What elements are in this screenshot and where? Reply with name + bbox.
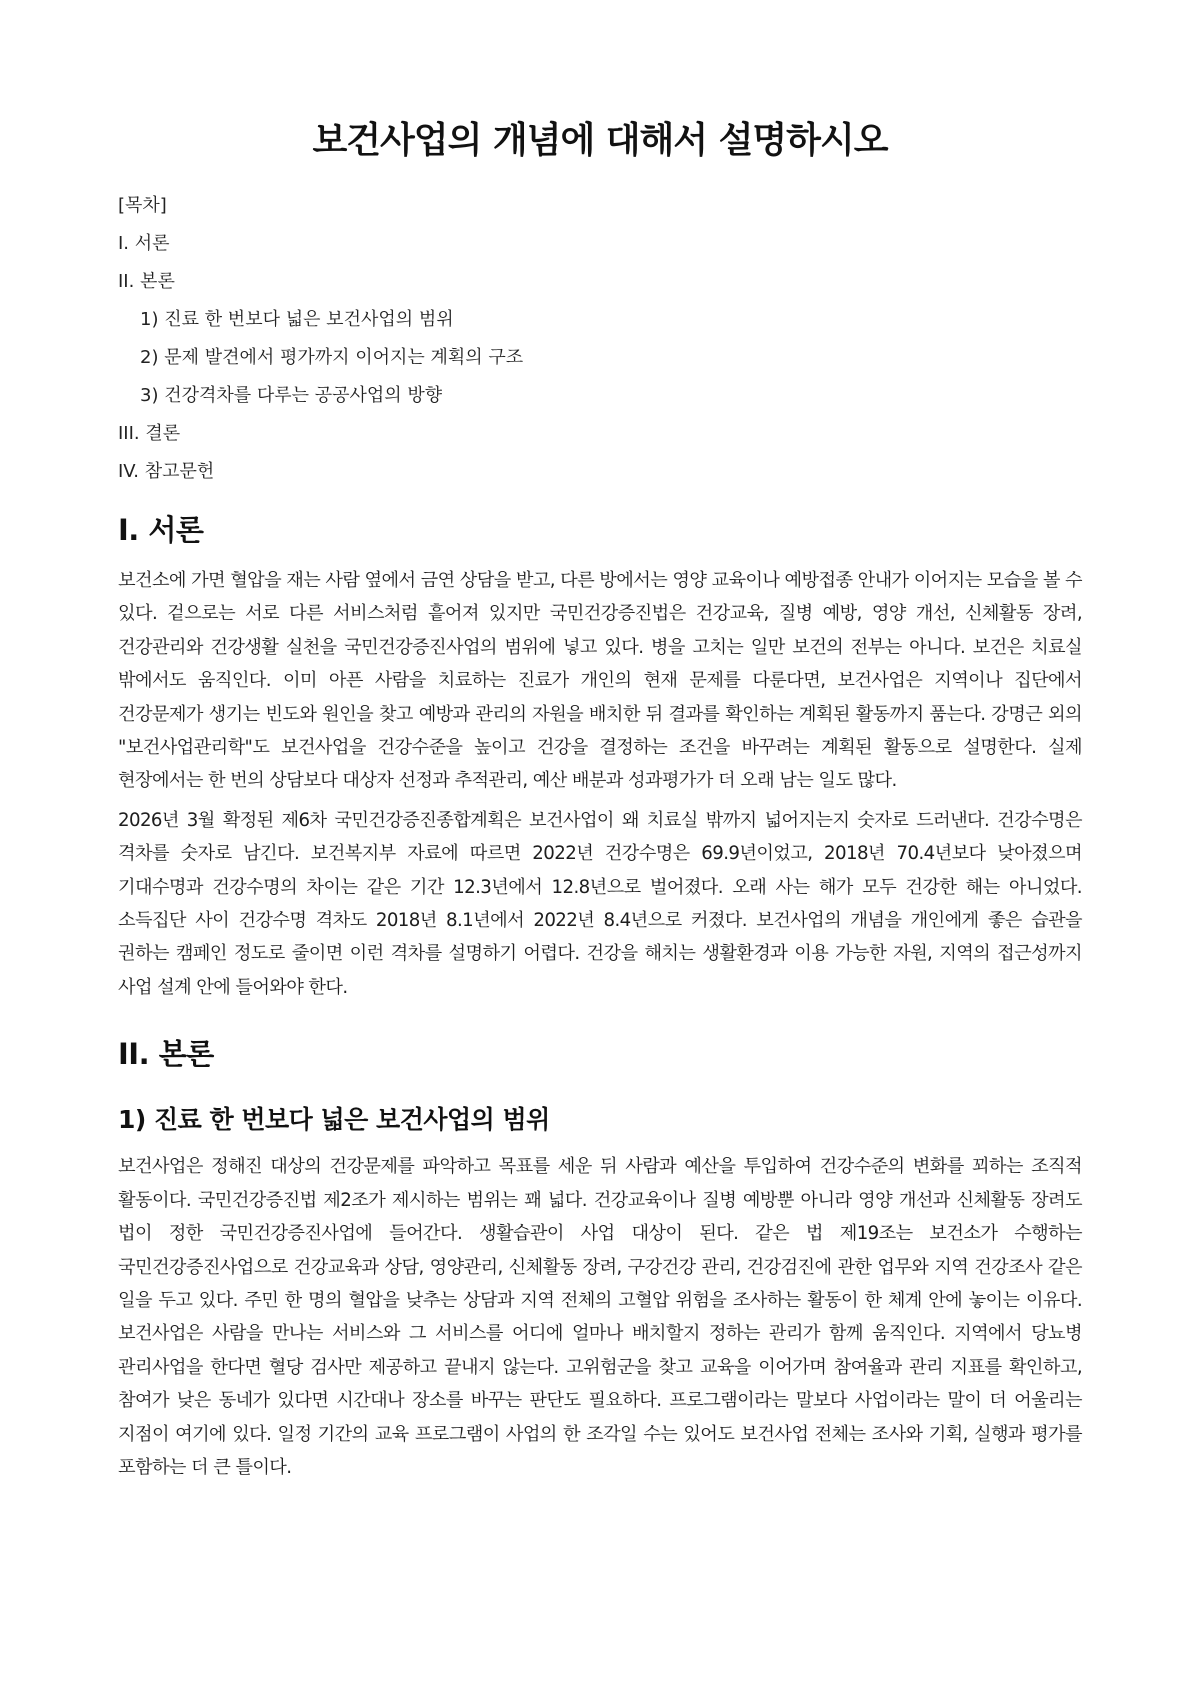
toc-item-conclusion: III. 결론 bbox=[118, 423, 181, 444]
toc-item-body-3: 3) 건강격차를 다루는 공공사업의 방향 bbox=[140, 385, 443, 406]
intro-paragraph-1: 보건소에 가면 혈압을 재는 사람 옆에서 금연 상담을 받고, 다른 방에서는 영양 교육이나 예방접종 안내가 이어지는 모습을 볼 수 있다. 겉으로는 서로 다른 서비스처럼 흩어져 있지만 국민건강증진법은 건강교육, 질병 예방, 영양 개선, 신체활동 장려, 건강관리와 건강생활 실천을 국민건강증진사업의 범위에 넣고 있다. 병을 고치는 일만 보건의 전부는 아니다. 보건은 치료실 밖에서도 움직인다. 이미 아픈 사람을 치료하는 진료가 개인의 현재 문제를 다룬다면, 보건사업은 지역이나 집단에서 건강문제가 생기는 빈도와 원인을 찾고 예방과 관리의 자원을 배치한 뒤 결과를 확인하는 계획된 활동까지 품는다. 강명근 외의 "보건사업관리학"도 보건사업을 건강수준을 높이고 건강을 결정하는 조건을 바꾸려는 계획된 활동으로 설명한다. 실제 현장에서는 한 번의 상담보다 대상자 선정과 추적관리, 예산 배분과 성과평가가 더 오래 남는 일도 많다. bbox=[118, 570, 1082, 792]
body-paragraph-1: 보건사업은 정해진 대상의 건강문제를 파악하고 목표를 세운 뒤 사람과 예산을 투입하여 건강수준의 변화를 꾀하는 조직적 활동이다. 국민건강증진법 제2조가 제시하는 범위는 꽤 넓다. 건강교육이나 질병 예방뿐 아니라 영양 개선과 신체활동 장려도 법이 정한 국민건강증진사업에 들어간다. 생활습관이 사업 대상이 된다. 같은 법 제19조는 보건소가 수행하는 국민건강증진사업으로 건강교육과 상담, 영양관리, 신체활동 장려, 구강건강 관리, 건강검진에 관한 업무와 지역 건강조사 같은 일을 두고 있다. 주민 한 명의 혈압을 낮추는 상담과 지역 전체의 고혈압 위험을 조사하는 활동이 한 체계 안에 놓이는 이유다. 보건사업은 사람을 만나는 서비스와 그 서비스를 어디에 얼마나 배치할지 정하는 관리가 함께 움직인다. 지역에서 당뇨병 관리사업을 한다면 혈당 검사만 제공하고 끝내지 않는다. 고위험군을 찾고 교육을 이어가며 참여율과 관리 지표를 확인하고, 참여가 낮은 동네가 있다면 시간대나 장소를 바꾸는 판단도 필요하다. 프로그램이라는 말보다 사업이라는 말이 더 어울리는 지점이 여기에 있다. 일정 기간의 교육 프로그램이 사업의 한 조각일 수는 있어도 보건사업 전체는 조사와 기획, 실행과 평가를 포함하는 더 큰 틀이다. bbox=[118, 1156, 1082, 1478]
toc-heading: [목차] bbox=[118, 195, 167, 216]
intro-paragraph-2: 2026년 3월 확정된 제6차 국민건강증진종합계획은 보건사업이 왜 치료실 밖까지 넓어지는지 숫자로 드러낸다. 건강수명은 격차를 숫자로 남긴다. 보건복지부 자료에 따르면 2022년 건강수명은 69.9년이었고, 2018년 70.4년보다 낮아졌으며 기대수명과 건강수명의 차이는 같은 기간 12.3년에서 12.8년으로 벌어졌다. 오래 사는 해가 모두 건강한 해는 아니었다. 소득집단 사이 건강수명 격차도 2018년 8.1년에서 2022년 8.4년으로 커졌다. 보건사업의 개념을 개인에게 좋은 습관을 권하는 캠페인 정도로 줄이면 이런 격차를 설명하기 어렵다. 건강을 해치는 생활환경과 이용 가능한 자원, 지역의 접근성까지 사업 설계 안에 들어와야 한다. bbox=[118, 809, 1082, 998]
document-title: 보건사업의 개념에 대해서 설명하시오 bbox=[312, 120, 888, 161]
section-intro bbox=[118, 510, 1082, 1004]
table-of-contents bbox=[118, 194, 1082, 484]
subsection-heading-1: 1) 진료 한 번보다 넓은 보건사업의 범위 bbox=[118, 1105, 550, 1135]
section-heading-body: II. 본론 bbox=[118, 1037, 214, 1072]
toc-item-body-1: 1) 진료 한 번보다 넓은 보건사업의 범위 bbox=[140, 309, 454, 330]
section-heading-intro: I. 서론 bbox=[118, 513, 204, 547]
section-body bbox=[118, 1034, 1082, 1484]
toc-item-body-2: 2) 문제 발견에서 평가까지 이어지는 계획의 구조 bbox=[140, 347, 524, 368]
toc-item-body: II. 본론 bbox=[118, 271, 175, 292]
toc-item-references: IV. 참고문헌 bbox=[118, 461, 215, 482]
toc-item-intro: I. 서론 bbox=[118, 233, 170, 254]
